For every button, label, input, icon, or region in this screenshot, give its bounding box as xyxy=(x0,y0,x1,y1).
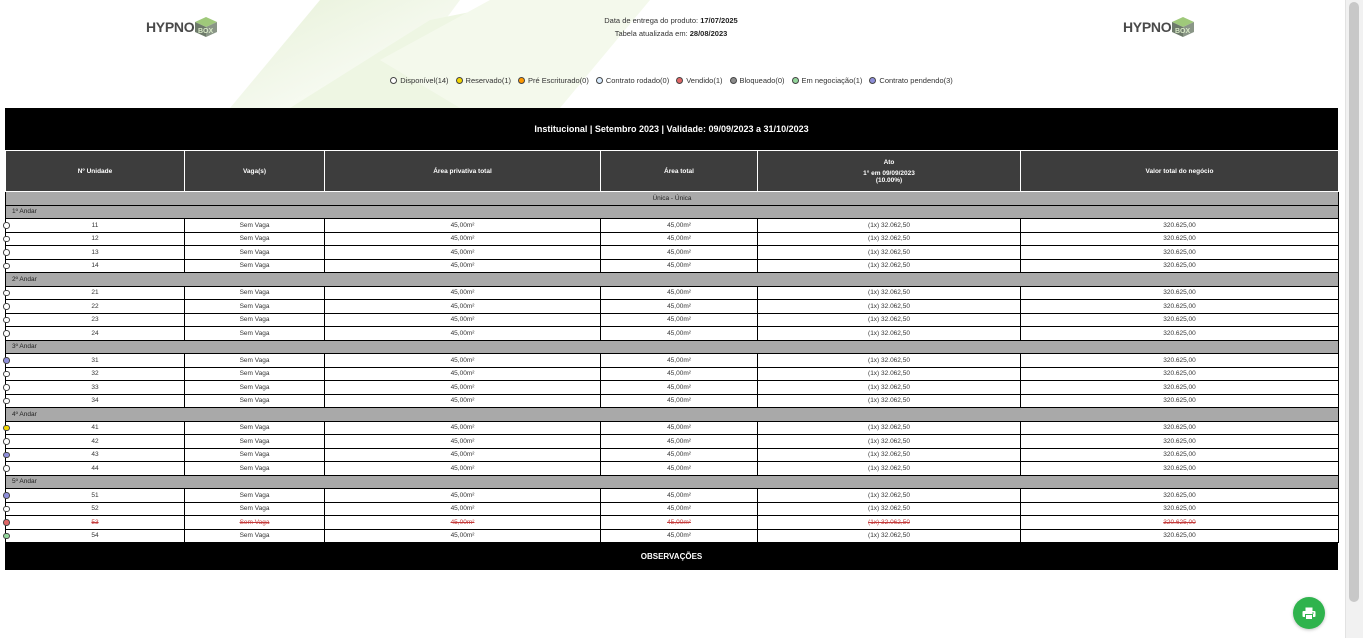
col-area-total: Área total xyxy=(601,151,758,192)
cell-valor: 320.625,00 xyxy=(1021,219,1339,233)
cell-unit xyxy=(6,354,185,368)
cell-vaga: Sem Vaga xyxy=(185,502,325,516)
cell-area-privativa: 45,00m² xyxy=(325,246,601,260)
cell-vaga: Sem Vaga xyxy=(185,421,325,435)
cell-area-total: 45,00m² xyxy=(601,246,758,260)
cell-ato: (1x) 32.062,50 xyxy=(758,421,1021,435)
table-row[interactable] xyxy=(6,259,1339,273)
cell-area-privativa: 45,00m² xyxy=(325,421,601,435)
unit-number: 14 xyxy=(91,262,99,270)
group-label: Única - Única xyxy=(6,192,1339,206)
status-dot-icon xyxy=(456,77,463,84)
cell-area-privativa: 45,00m² xyxy=(325,435,601,449)
cell-vaga: Sem Vaga xyxy=(185,529,325,543)
vertical-scrollbar[interactable] xyxy=(1345,0,1363,638)
cell-area-total: 45,00m² xyxy=(601,489,758,503)
cell-unit xyxy=(6,259,185,273)
cell-area-total: 45,00m² xyxy=(601,435,758,449)
table-row[interactable] xyxy=(6,502,1339,516)
legend-label: Bloqueado(0) xyxy=(739,76,785,85)
table-row[interactable] xyxy=(6,529,1339,543)
status-dot-icon xyxy=(3,506,10,513)
cell-vaga: Sem Vaga xyxy=(185,354,325,368)
cell-unit xyxy=(6,381,185,395)
status-dot-icon xyxy=(792,77,799,84)
status-dot-icon xyxy=(390,77,397,84)
cell-ato: (1x) 32.062,50 xyxy=(758,354,1021,368)
updated-date: 28/08/2023 xyxy=(689,29,728,38)
col-unit: Nº Unidade xyxy=(6,151,185,192)
cell-ato: (1x) 32.062,50 xyxy=(758,219,1021,233)
cell-area-privativa: 45,00m² xyxy=(325,516,601,530)
cell-vaga: Sem Vaga xyxy=(185,300,325,314)
cell-ato: (1x) 32.062,50 xyxy=(758,367,1021,381)
status-dot-icon xyxy=(3,236,10,243)
cell-area-privativa: 45,00m² xyxy=(325,300,601,314)
cell-area-total: 45,00m² xyxy=(601,394,758,408)
status-dot-icon xyxy=(676,77,683,84)
status-dot-icon xyxy=(3,330,10,337)
logo-text: HYPNO xyxy=(146,19,195,35)
status-dot-icon xyxy=(3,384,10,391)
cell-ato: (1x) 32.062,50 xyxy=(758,232,1021,246)
status-dot-icon xyxy=(3,371,10,378)
table-title: Institucional | Setembro 2023 | Validade: 09/09/2023 a 31/10/2023 xyxy=(5,108,1338,150)
cell-valor: 320.625,00 xyxy=(1021,327,1339,341)
legend-item-disponivel xyxy=(390,76,448,85)
status-dot-icon xyxy=(3,398,10,405)
status-dot-icon xyxy=(3,452,10,459)
status-dot-icon xyxy=(3,357,10,364)
cell-valor: 320.625,00 xyxy=(1021,394,1339,408)
floor-row xyxy=(6,475,1339,489)
status-dot-icon xyxy=(3,303,10,310)
unit-number: 33 xyxy=(91,383,99,391)
cell-unit xyxy=(6,435,185,449)
cell-vaga: Sem Vaga xyxy=(185,448,325,462)
floor-row xyxy=(6,340,1339,354)
cell-vaga: Sem Vaga xyxy=(185,259,325,273)
cell-unit xyxy=(6,394,185,408)
legend-item-pre-escriturado xyxy=(518,76,589,85)
cell-unit xyxy=(6,219,185,233)
cell-ato: (1x) 32.062,50 xyxy=(758,327,1021,341)
cell-ato: (1x) 32.062,50 xyxy=(758,462,1021,476)
cell-ato: (1x) 32.062,50 xyxy=(758,529,1021,543)
legend-label: Contrato rodado(0) xyxy=(605,76,670,85)
cell-ato: (1x) 32.062,50 xyxy=(758,286,1021,300)
col-vaga: Vaga(s) xyxy=(185,151,325,192)
table-row[interactable] xyxy=(6,300,1339,314)
cell-ato: (1x) 32.062,50 xyxy=(758,502,1021,516)
cell-valor: 320.625,00 xyxy=(1021,354,1339,368)
cell-unit xyxy=(6,462,185,476)
cell-area-total: 45,00m² xyxy=(601,367,758,381)
delivery-date-line: Data de entrega do produto: 17/07/2025 xyxy=(604,16,738,25)
cell-ato: (1x) 32.062,50 xyxy=(758,300,1021,314)
cell-unit xyxy=(6,529,185,543)
cell-area-privativa: 45,00m² xyxy=(325,313,601,327)
cell-area-total: 45,00m² xyxy=(601,529,758,543)
cell-area-privativa: 45,00m² xyxy=(325,219,601,233)
status-dot-icon xyxy=(3,519,10,526)
cell-unit xyxy=(6,286,185,300)
legend-item-em-negociacao xyxy=(792,76,863,85)
table-row[interactable] xyxy=(6,232,1339,246)
cell-vaga: Sem Vaga xyxy=(185,381,325,395)
legend-label: Contrato pendendo(3) xyxy=(879,76,953,85)
status-dot-icon xyxy=(3,492,10,499)
table-row[interactable] xyxy=(6,327,1339,341)
unit-number: 43 xyxy=(91,451,99,459)
unit-number: 32 xyxy=(91,370,99,378)
cell-valor: 320.625,00 xyxy=(1021,462,1339,476)
svg-text:BOX: BOX xyxy=(198,28,214,35)
cell-area-total: 45,00m² xyxy=(601,502,758,516)
legend-label: Vendido(1) xyxy=(686,76,723,85)
cell-vaga: Sem Vaga xyxy=(185,327,325,341)
cell-valor: 320.625,00 xyxy=(1021,300,1339,314)
cell-unit xyxy=(6,232,185,246)
printer-icon xyxy=(1302,607,1316,620)
logo-right xyxy=(1123,16,1197,38)
unit-number: 41 xyxy=(91,424,99,432)
unit-number: 31 xyxy=(91,356,99,364)
cell-unit xyxy=(6,516,185,530)
cell-valor: 320.625,00 xyxy=(1021,286,1339,300)
cell-unit xyxy=(6,421,185,435)
scrollbar-thumb[interactable] xyxy=(1349,2,1359,602)
status-dot-icon xyxy=(3,263,10,270)
cell-vaga: Sem Vaga xyxy=(185,462,325,476)
cell-area-privativa: 45,00m² xyxy=(325,367,601,381)
cell-unit xyxy=(6,489,185,503)
logo-left xyxy=(146,16,220,38)
cell-vaga: Sem Vaga xyxy=(185,219,325,233)
cell-area-privativa: 45,00m² xyxy=(325,232,601,246)
logo-text: HYPNO xyxy=(1123,19,1172,35)
cell-valor: 320.625,00 xyxy=(1021,246,1339,260)
cell-vaga: Sem Vaga xyxy=(185,313,325,327)
unit-number: 23 xyxy=(91,316,99,324)
unit-number: 54 xyxy=(91,532,99,540)
cell-area-privativa: 45,00m² xyxy=(325,529,601,543)
table-row[interactable] xyxy=(6,286,1339,300)
cell-area-total: 45,00m² xyxy=(601,232,758,246)
cell-unit xyxy=(6,448,185,462)
cell-ato: (1x) 32.062,50 xyxy=(758,448,1021,462)
status-dot-icon xyxy=(3,249,10,256)
cell-valor: 320.625,00 xyxy=(1021,381,1339,395)
cell-valor: 320.625,00 xyxy=(1021,529,1339,543)
status-legend xyxy=(5,76,1338,85)
unit-number: 42 xyxy=(91,437,99,445)
table-row[interactable] xyxy=(6,421,1339,435)
unit-number: 22 xyxy=(91,302,99,310)
box-logo-icon xyxy=(192,16,220,38)
status-dot-icon xyxy=(869,77,876,84)
status-dot-icon xyxy=(3,425,10,432)
status-dot-icon xyxy=(3,222,10,229)
cell-valor: 320.625,00 xyxy=(1021,489,1339,503)
cell-valor: 320.625,00 xyxy=(1021,367,1339,381)
delivery-date: 17/07/2025 xyxy=(700,16,738,25)
table-row[interactable] xyxy=(6,219,1339,233)
cell-area-privativa: 45,00m² xyxy=(325,394,601,408)
cell-vaga: Sem Vaga xyxy=(185,367,325,381)
cell-area-privativa: 45,00m² xyxy=(325,489,601,503)
cell-area-privativa: 45,00m² xyxy=(325,448,601,462)
unit-number: 52 xyxy=(91,505,99,513)
cell-area-privativa: 45,00m² xyxy=(325,354,601,368)
legend-item-bloqueado xyxy=(730,76,785,85)
legend-item-contrato-pendendo xyxy=(869,76,952,85)
cell-area-total: 45,00m² xyxy=(601,516,758,530)
cell-unit xyxy=(6,313,185,327)
cell-vaga: Sem Vaga xyxy=(185,516,325,530)
unit-number: 34 xyxy=(91,397,99,405)
cell-unit xyxy=(6,502,185,516)
status-dot-icon xyxy=(3,533,10,540)
cell-ato: (1x) 32.062,50 xyxy=(758,489,1021,503)
cell-ato: (1x) 32.062,50 xyxy=(758,246,1021,260)
group-row xyxy=(6,192,1339,206)
cell-area-privativa: 45,00m² xyxy=(325,381,601,395)
table-row[interactable] xyxy=(6,367,1339,381)
floor-label: 3º Andar xyxy=(6,340,1339,354)
cell-unit xyxy=(6,327,185,341)
legend-item-reservado xyxy=(456,76,511,85)
cell-area-total: 45,00m² xyxy=(601,327,758,341)
cell-area-total: 45,00m² xyxy=(601,354,758,368)
status-dot-icon xyxy=(3,438,10,445)
cell-area-privativa: 45,00m² xyxy=(325,286,601,300)
cell-area-total: 45,00m² xyxy=(601,219,758,233)
cell-area-total: 45,00m² xyxy=(601,313,758,327)
product-meta xyxy=(540,14,802,40)
cell-vaga: Sem Vaga xyxy=(185,246,325,260)
cell-ato: (1x) 32.062,50 xyxy=(758,313,1021,327)
cell-valor: 320.625,00 xyxy=(1021,313,1339,327)
unit-number: 44 xyxy=(91,464,99,472)
cell-valor: 320.625,00 xyxy=(1021,259,1339,273)
cell-area-total: 45,00m² xyxy=(601,421,758,435)
cell-area-total: 45,00m² xyxy=(601,462,758,476)
table-row[interactable] xyxy=(6,381,1339,395)
cell-valor: 320.625,00 xyxy=(1021,516,1339,530)
unit-number: 24 xyxy=(91,329,99,337)
table-row[interactable] xyxy=(6,448,1339,462)
cell-area-privativa: 45,00m² xyxy=(325,259,601,273)
updated-date-line: Tabela atualizada em: 28/08/2023 xyxy=(614,29,728,38)
floor-row xyxy=(6,273,1339,287)
cell-vaga: Sem Vaga xyxy=(185,489,325,503)
col-ato: Ato 1° em 09/09/2023 (10.00%) xyxy=(758,151,1021,192)
legend-item-contrato-rodado xyxy=(596,76,669,85)
cell-area-total: 45,00m² xyxy=(601,300,758,314)
box-logo-icon xyxy=(1169,16,1197,38)
unit-number: 11 xyxy=(91,221,99,229)
unit-number: 13 xyxy=(91,248,99,256)
cell-area-total: 45,00m² xyxy=(601,286,758,300)
floor-label: 1º Andar xyxy=(6,205,1339,219)
table-row[interactable] xyxy=(6,462,1339,476)
legend-label: Disponível(14) xyxy=(400,76,449,85)
cell-area-total: 45,00m² xyxy=(601,448,758,462)
status-dot-icon xyxy=(3,317,10,324)
cell-area-total: 45,00m² xyxy=(601,381,758,395)
cell-vaga: Sem Vaga xyxy=(185,394,325,408)
unit-number: 53 xyxy=(91,518,99,526)
units-table xyxy=(5,150,1339,543)
print-button[interactable] xyxy=(1293,597,1325,629)
legend-item-vendido xyxy=(676,76,722,85)
cell-ato: (1x) 32.062,50 xyxy=(758,435,1021,449)
legend-label: Em negociação(1) xyxy=(801,76,863,85)
table-row[interactable] xyxy=(6,435,1339,449)
cell-area-privativa: 45,00m² xyxy=(325,502,601,516)
cell-unit xyxy=(6,300,185,314)
cell-valor: 320.625,00 xyxy=(1021,448,1339,462)
observations-bar: OBSERVAÇÕES xyxy=(5,543,1338,570)
floor-label: 5º Andar xyxy=(6,475,1339,489)
table-row[interactable] xyxy=(6,516,1339,530)
cell-area-privativa: 45,00m² xyxy=(325,327,601,341)
legend-label: Pré Escriturado(0) xyxy=(527,76,589,85)
floor-label: 4º Andar xyxy=(6,408,1339,422)
status-dot-icon xyxy=(730,77,737,84)
cell-ato: (1x) 32.062,50 xyxy=(758,516,1021,530)
cell-valor: 320.625,00 xyxy=(1021,502,1339,516)
unit-number: 51 xyxy=(91,491,99,499)
cell-unit xyxy=(6,246,185,260)
status-dot-icon xyxy=(3,465,10,472)
cell-valor: 320.625,00 xyxy=(1021,421,1339,435)
cell-unit xyxy=(6,367,185,381)
cell-ato: (1x) 32.062,50 xyxy=(758,259,1021,273)
cell-valor: 320.625,00 xyxy=(1021,435,1339,449)
table-row[interactable] xyxy=(6,246,1339,260)
cell-area-privativa: 45,00m² xyxy=(325,462,601,476)
table-row[interactable] xyxy=(6,394,1339,408)
cell-ato: (1x) 32.062,50 xyxy=(758,394,1021,408)
cell-valor: 320.625,00 xyxy=(1021,232,1339,246)
table-header-row xyxy=(6,151,1339,192)
table-row[interactable] xyxy=(6,354,1339,368)
unit-number: 12 xyxy=(91,235,99,243)
table-row[interactable] xyxy=(6,489,1339,503)
status-dot-icon xyxy=(518,77,525,84)
svg-text:BOX: BOX xyxy=(1175,28,1191,35)
cell-vaga: Sem Vaga xyxy=(185,286,325,300)
col-valor: Valor total do negócio xyxy=(1021,151,1339,192)
unit-number: 21 xyxy=(91,289,99,297)
floor-row xyxy=(6,205,1339,219)
cell-vaga: Sem Vaga xyxy=(185,435,325,449)
cell-area-total: 45,00m² xyxy=(601,259,758,273)
floor-row xyxy=(6,408,1339,422)
cell-vaga: Sem Vaga xyxy=(185,232,325,246)
legend-label: Reservado(1) xyxy=(465,76,511,85)
cell-ato: (1x) 32.062,50 xyxy=(758,381,1021,395)
status-dot-icon xyxy=(596,77,603,84)
floor-label: 2º Andar xyxy=(6,273,1339,287)
table-row[interactable] xyxy=(6,313,1339,327)
col-area-privativa: Área privativa total xyxy=(325,151,601,192)
status-dot-icon xyxy=(3,290,10,297)
price-table xyxy=(5,108,1338,570)
